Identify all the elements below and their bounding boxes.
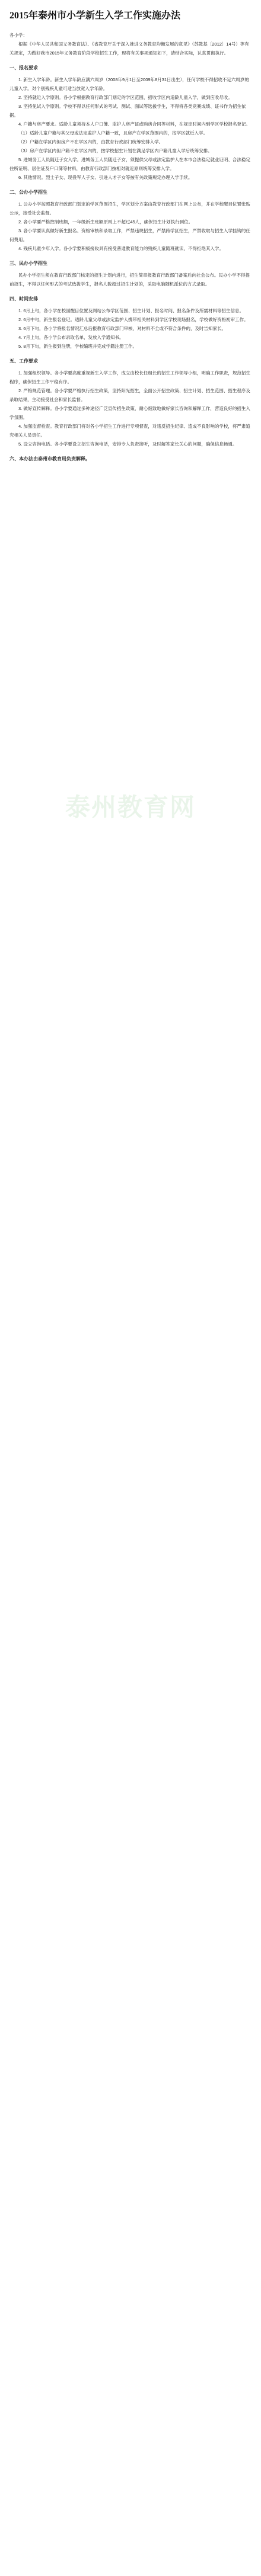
section-4-paragraph-5: 5. 8月下旬，新生报到注册，学校编班并完成学籍注册工作。 [18,344,138,349]
section-1-paragraph-2: 2. 坚持就近入学原则。各小学根据教育行政部门划定的学区范围，招收学区内适龄儿童入学，做到应收尽收。 [18,95,233,100]
article-body [9,31,252,464]
section-5-paragraph-3: 3. 做好宣传解释。各小学要通过多种途径广泛宣传招生政策，耐心细致地做好家长咨询和解释工作，营造良好的招生入学氛围。 [9,406,250,420]
section-5-paragraph-5: 5. 设立咨询电话。各小学要设立招生咨询电话，安排专人负责接听，及时解答家长关心的问题，确保信息畅通。 [18,441,237,447]
section-1-title: 一、报名要求 [9,65,38,71]
section-6-title: 六、本办法由泰州市教育局负责解释。 [9,456,90,462]
section-1-paragraph-9: 6. 其他情况。烈士子女、现役军人子女、引进人才子女等按有关政策规定办理入学手续。 [18,175,193,180]
section-1-paragraph-4: 4. 户籍与房产要求。适龄儿童须持本人户口簿、监护人房产证或购房合同等材料，在规定时间内到学区学校报名登记。 [18,121,250,127]
section-1-paragraph-1: 1. 新生入学年龄。新生入学年龄应满六周岁（2008年9月1日至2009年8月31日出生），任何学校不得招收不足六周岁的儿童入学。对个别残疾儿童可适当放宽入学年龄。 [9,77,249,91]
section-4-paragraph-2: 2. 6月中旬，新生报名登记。适龄儿童父母或法定监护人携带相关材料到学区学校现场报名，学校做好资格初审工作。 [18,317,249,322]
section-4-title: 四、时间安排 [9,296,38,302]
section-5-paragraph-4: 4. 加强监督检查。教育行政部门将对各小学招生工作进行专项督查，对违反招生纪律、造成不良影响的学校，将严肃追究相关人员责任。 [9,424,250,438]
section-2-paragraph-4: 4. 残疾儿童少年入学。各小学要积极接收具有接受普通教育能力的残疾儿童随班就读，不得拒绝其入学。 [18,246,224,251]
intro-paragraph: 根据《中华人民共和国义务教育法》、《省教育厅关于深入推进义务教育均衡发展的意见》（苏教基〔2012〕14号）等有关规定，为做好我市2015年义务教育阶段学校招生工作，现将有关事项通知如下，请结合实际，认真贯彻执行。 [9,41,249,56]
watermark-logo: 泰州教育网 [65,793,196,822]
section-1-paragraph-6: （2）户籍在学区内但房产不在学区内的，由教育行政部门统筹安排入学。 [18,139,164,145]
page-title: 2015年泰州市小学新生入学工作实施办法 [9,11,181,21]
section-4-paragraph-3: 3. 6月下旬，各小学将报名情况汇总后报教育行政部门审核，对材料不全或不符合条件的，及时告知家长。 [18,326,227,331]
section-2-title: 二、公办小学招生 [9,190,47,195]
section-1-paragraph-5: （1）适龄儿童户籍与其父母或法定监护人户籍一致，且房产在学区范围内的，按学区就近入学。 [18,130,208,136]
section-3-paragraph-1: 民办小学招生须在教育行政部门核定的招生计划内进行，招生简章报教育行政部门备案后向社会公布。民办小学不得提前招生，不得以任何形式的考试选拔学生，报名人数超过招生计划的，采取电脑随机派位的方式录取。 [9,273,250,287]
section-2-paragraph-1: 1. 公办小学按照教育行政部门划定的学区范围招生，学区划分方案由教育行政部门在网上公布，并在学校醒目位置张贴公示，接受社会监督。 [9,201,250,216]
section-3-title: 三、民办小学招生 [9,261,47,266]
salutation: 各小学： [9,33,27,38]
section-5-title: 五、工作要求 [9,358,38,364]
section-1-paragraph-7: （3）房产在学区内但户籍不在学区内的，按学校招生计划在满足学区内户籍儿童入学后统筹安排。 [18,148,212,153]
section-2-paragraph-2: 2. 各小学要严格控制班额，一年级新生班额原则上不超过45人，确保招生计划执行到位。 [18,219,193,225]
section-1-paragraph-3: 3. 坚持免试入学原则。学校不得以任何形式的考试、测试、面试等选拔学生，不得将各类竞赛成绩、证书作为招生依据。 [9,104,246,118]
section-5-paragraph-2: 2. 严格规范管理。各小学要严格执行招生政策，坚持阳光招生，全面公开招生政策、招生计划、招生范围、招生程序及录取结果，主动接受社会和家长监督。 [9,388,250,402]
section-4-paragraph-4: 4. 7月上旬，各小学公布录取名单，发放入学通知书。 [18,335,124,340]
section-2-paragraph-3: 3. 各小学要认真做好新生报名、资格审核和录取工作，严禁违规招生，严禁跨学区招生，严禁收取与招生入学挂钩的任何费用。 [9,228,250,242]
section-4-paragraph-1: 1. 6月上旬，各小学在校园醒目位置及网站公布学区范围、招生计划、报名时间、报名条件及所需材料等招生信息。 [18,308,244,313]
section-5-paragraph-1: 1. 加强组织领导。各小学要高度重视新生入学工作，成立由校长任组长的招生工作领导小组，明确工作职责，规范招生程序，确保招生工作平稳有序。 [9,370,250,385]
section-1-paragraph-8: 5. 进城务工人员随迁子女入学。进城务工人员随迁子女，须提供父母或法定监护人在本市合法稳定就业证明、合法稳定住所证明、居住证及户口簿等材料，由教育行政部门按相对就近原则统筹安排入学。 [9,157,250,171]
